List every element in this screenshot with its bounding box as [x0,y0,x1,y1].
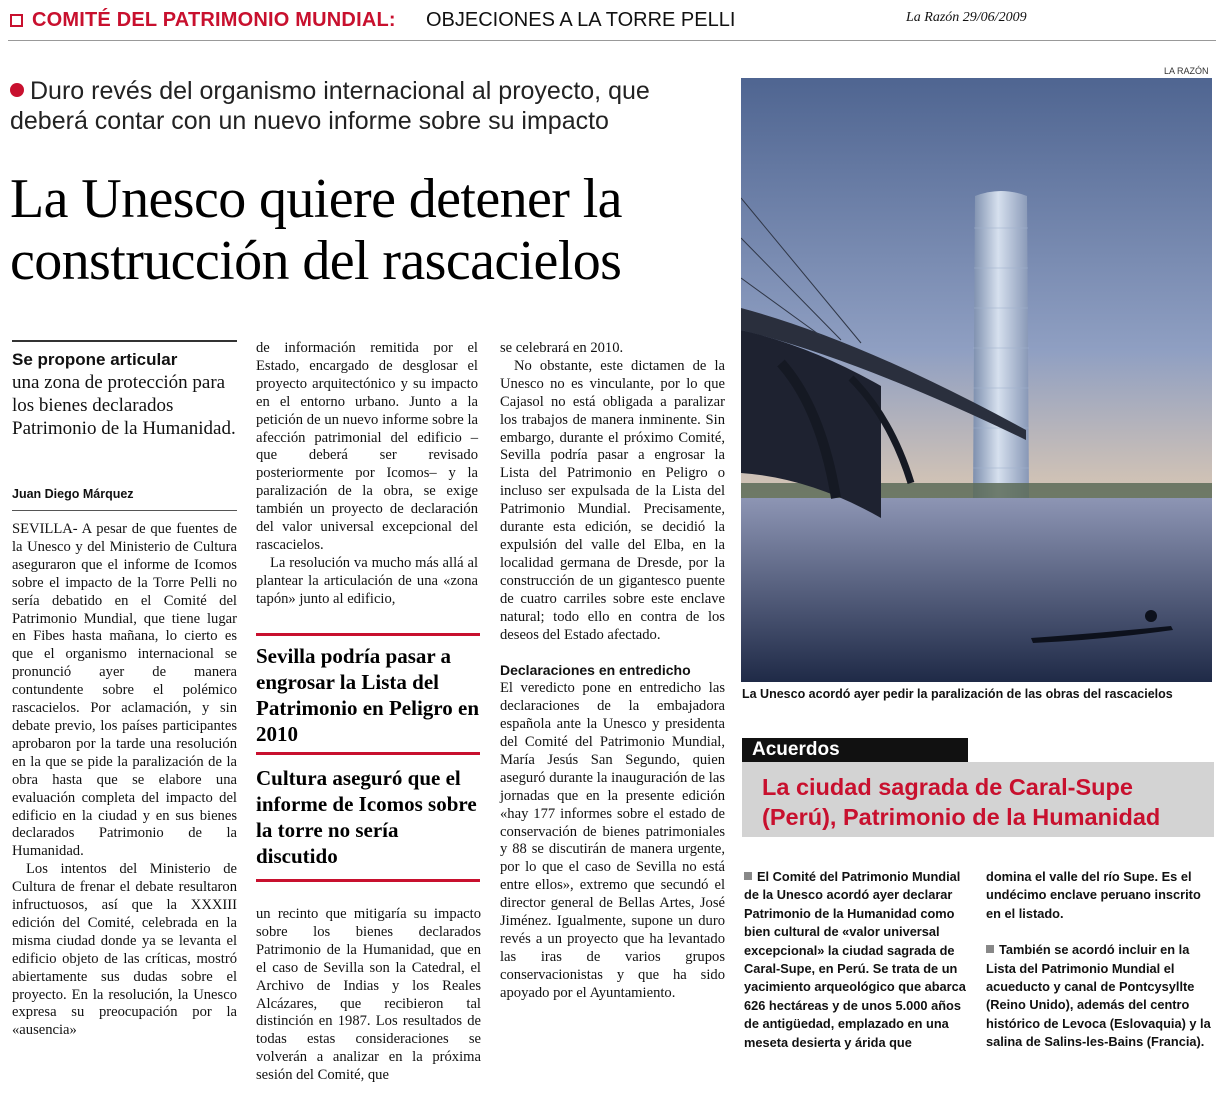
section-header [8,6,1216,36]
article-dek [12,348,237,440]
sidebar-paragraph: domina el valle del río Supe. Es el undécimo enclave peruano inscrito en el listado. [986,869,1201,921]
sidebar-label: Acuerdos [742,738,968,762]
sidebar-item [986,941,1212,1051]
pull-quote-divider [256,879,480,882]
photo-credit: LA RAZÓN [1164,66,1209,76]
body-column-2-continued [256,906,481,1085]
tower-bridge-illustration [741,78,1212,682]
photo-caption: La Unesco acordó ayer pedir la paralización de las obras del rascacielos [742,687,1173,701]
sidebar-headline: La ciudad sagrada de Caral-Supe (Perú), Patrimonio de la Humanidad [742,762,1214,837]
body-paragraph: El veredicto pone en entredicho las declaraciones de la embajadora española ante la Unesco y presidenta del Comité del Patrimonio Mundial, María Jesús San Segundo, quien aseguró durante la inauguración de las jornadas que en la presente edición «hay 177 informes sobre el estado de conservación de bienes patrimoniales y 88 se discutirán de manera urgente, por lo que el caso de Sevilla no está entre ellos», extremo que secundó el director general de Bellas Artes, José Jiménez. Igualmente, supone un duro revés a un proyecto que ha levantado las iras de varios grupos conservacionistas y que ha sido apoyado por el Ayuntamiento. [500,680,725,1001]
article-headline [10,168,735,292]
sidebar-column-2 [986,868,1212,1052]
body-column-2 [256,340,478,609]
byline: Juan Diego Márquez [12,487,134,501]
pull-quote-divider [256,752,480,755]
sidebar-box [742,738,1214,1093]
dek-body: una zona de protección para los bienes declarados Patrimonio de la Humanidad. [12,372,236,439]
body-column-3 [500,340,725,1003]
byline-divider [12,510,237,511]
body-paragraph: SEVILLA- A pesar de que fuentes de la Unesco y del Ministerio de Cultura aseguraron que el informe de Icomos sobre el impacto de la Torre Pelli no sería debatido en el Comité del Patrimonio Mundial, que tiene lugar en Fibes hasta mañana, lo cierto es que el organismo internacional se pronunció ayer de manera contundente sobre el polémico rascacielos. Por aclamación, y sin debate previo, los países participantes aprobaron por la tarde una resolución en la que se pide la paralización de la obra hasta que se elabore una evaluación completa del impacto del edificio en la ciudad y en sus bienes declarados Patrimonio de la Humanidad. [12,521,237,860]
red-dot-icon [10,83,24,97]
pull-quote-2: Cultura aseguró que el informe de Icomos sobre la torre no sería discutido [256,766,477,868]
body-paragraph: un recinto que mitigaría su impacto sobre los bienes declarados Patrimonio de la Humanidad, que en el caso de Sevilla son la Catedral, el Archivo de Indias y los Reales Alcázares, que recibieron tal distinción en 1987. Los resultados de todas estas consideraciones se volverán a analizar en la próxima sesión del Comité, que [256,906,481,1084]
section-topic: OBJECIONES A LA TORRE PELLI [426,9,736,31]
pull-quote-1: Sevilla podría pasar a engrosar la Lista del Patrimonio en Peligro en 2010 [256,644,479,746]
headline-line-2: construcción del rascacielos [10,230,622,292]
article-subhead [10,76,725,136]
square-bullet-icon [744,872,752,880]
body-paragraph: se celebrará en 2010. [500,340,624,356]
intertitle: Declaraciones en entredicho [500,662,691,679]
tower-photo [741,78,1212,682]
pull-quote-divider [256,633,480,636]
sidebar-column-1 [744,868,970,1052]
headline-line-1: La Unesco quiere detener la [10,168,622,230]
header-divider [8,40,1216,41]
body-paragraph: La resolución va mucho más allá al plantear la articulación de una «zona tapón» junto al edificio, [256,554,478,607]
section-title: COMITÉ DEL PATRIMONIO MUNDIAL: [32,9,396,31]
square-bullet-icon [986,945,994,953]
source-date: La Razón 29/06/2009 [906,10,1027,25]
body-paragraph: Los intentos del Ministerio de Cultura de frenar el debate resultaron infructuosos, así que la XXXIII edición del Comité, celebrada en la misma ciudad donde ya se levanta el edificio objeto de las críticas, mostró abiertamente sus dudas sobre el proyecto. En la resolución, la Unesco expresa su preocupación por la «ausencia» [12,861,237,1039]
subhead-text: Duro revés del organismo internacional al proyecto, que deberá contar con un nuevo informe sobre su impacto [10,77,650,135]
body-column-1 [12,521,237,1040]
sidebar-paragraph: También se acordó incluir en la Lista del Patrimonio Mundial el acueducto y canal de Pontcysyllte (Reino Unido), además del centro histórico de Levoca (Eslovaquia) y la salina de Salins-les-Bains (Francia). [986,942,1211,1050]
square-icon [10,14,23,27]
body-paragraph: No obstante, este dictamen de la Unesco no es vinculante, por lo que Cajasol no está obligada a paralizar los trabajos de manera inminente. Sin embargo, durante el próximo Comité, Sevilla podría pasar a engrosar la Lista del Patrimonio en Peligro o incluso ser expulsada de la Lista del Patrimonio Mundial. Precisamente, durante esta edición, se decidió la expulsión del valle del Elba, en la localidad germana de Dresde, por la construcción de un gigantesco puente de cuatro carriles sobre este enclave natural; todo ello en contra de los deseos del Estado afectado. [500,357,725,643]
dek-lead: Se propone articular [12,350,178,369]
dek-divider [12,340,237,342]
body-paragraph: de información remitida por el Estado, encargado de desglosar el proyecto arquitectónico y su impacto en el entorno urbano. Junto a la petición de un nuevo informe sobre la afección patrimonial del edificio –que deberá ser revisado posteriormente por Icomos– y la paralización de la obra, se exige también un proyecto de declaración del valor universal excepcional del rascacielos. [256,340,478,553]
sidebar-paragraph: El Comité del Patrimonio Mundial de la Unesco acordó ayer declarar Patrimonio de la Humanidad como bien cultural de «valor universal excepcional» la ciudad sagrada de Caral-Supe, en Perú. Se trata de un yacimiento arqueológico que abarca 626 hectáreas y de unos 5.000 años de antigüedad, emplazado en una meseta desierta y árida que [744,869,966,1050]
